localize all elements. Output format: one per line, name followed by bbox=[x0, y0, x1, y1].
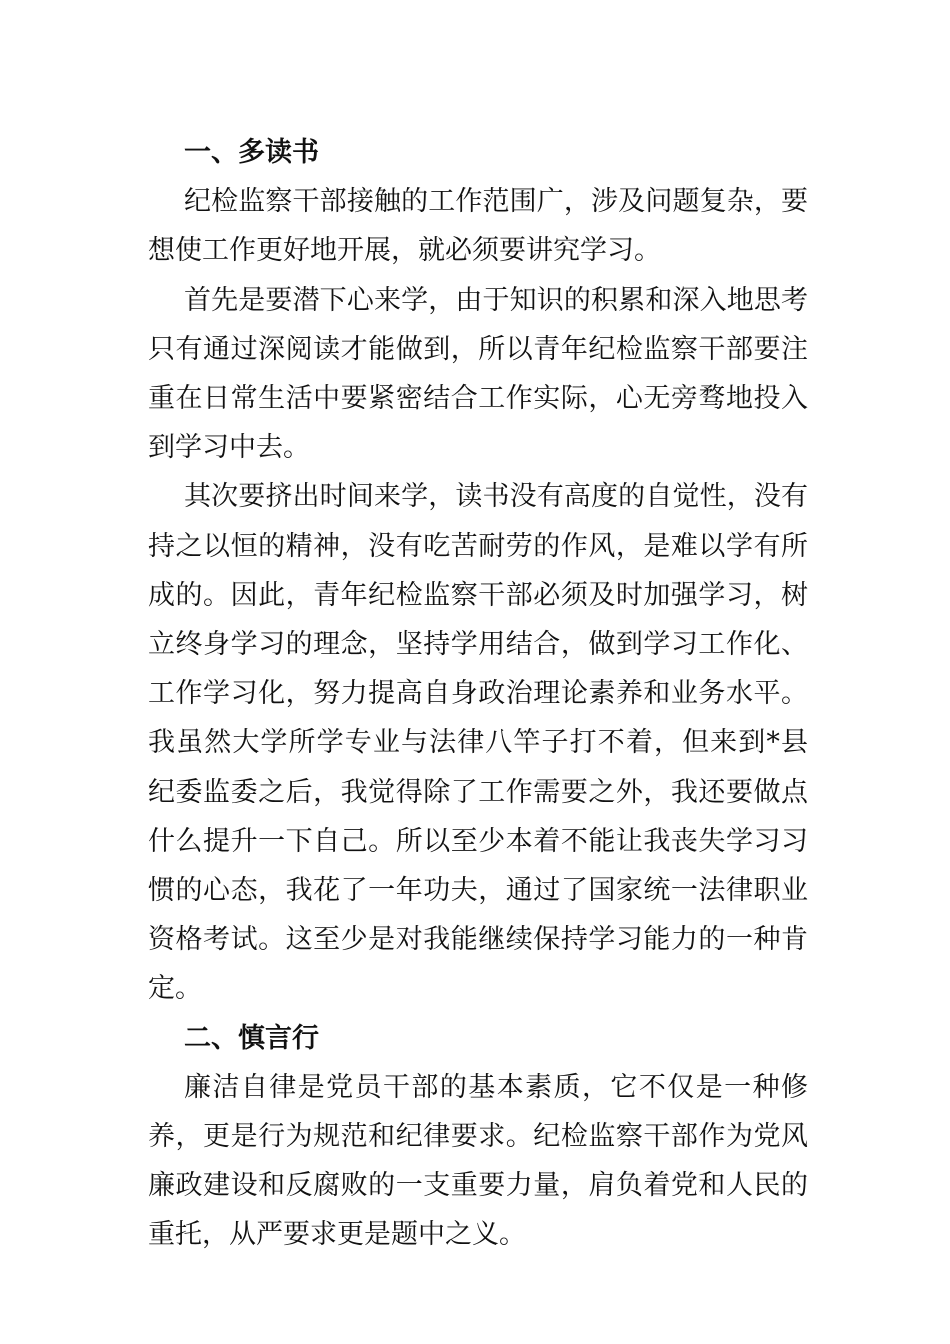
paragraph: 其次要挤出时间来学，读书没有高度的自觉性，没有持之以恒的精神，没有吃苦耐劳的作风，是难以学有所成的。因此，青年纪检监察干部必须及时加强学习，树立终身学习的理念，坚持学用结合，做到学习工作化、工作学习化，努力提高自身政治理论素养和业务水平。我虽然大学所学专业与法律八竿子打不着，但来到*县纪委监委之后，我觉得除了工作需要之外，我还要做点什么提升一下自己。所以至少本着不能让我丧失学习习惯的心态，我花了一年功夫，通过了国家统一法律职业资格考试。这至少是对我能继续保持学习能力的一种肯定。 bbox=[148, 481, 808, 1005]
section-heading-conduct: 二、慎言行 bbox=[184, 1022, 319, 1054]
document-body bbox=[148, 128, 808, 1260]
paragraph: 廉洁自律是党员干部的基本素质，它不仅是一种修养，更是行为规范和纪律要求。纪检监察干部作为党风廉政建设和反腐败的一支重要力量，肩负着党和人民的重托，从严要求更是题中之义。 bbox=[148, 1071, 808, 1251]
paragraph: 纪检监察干部接触的工作范围广，涉及问题复杂，要想使工作更好地开展，就必须要讲究学习。 bbox=[148, 186, 808, 267]
section-heading-reading: 一、多读书 bbox=[184, 137, 319, 168]
paragraph: 首先是要潜下心来学，由于知识的积累和深入地思考只有通过深阅读才能做到，所以青年纪检监察干部要注重在日常生活中要紧密结合工作实际，心无旁骛地投入到学习中去。 bbox=[148, 284, 808, 464]
